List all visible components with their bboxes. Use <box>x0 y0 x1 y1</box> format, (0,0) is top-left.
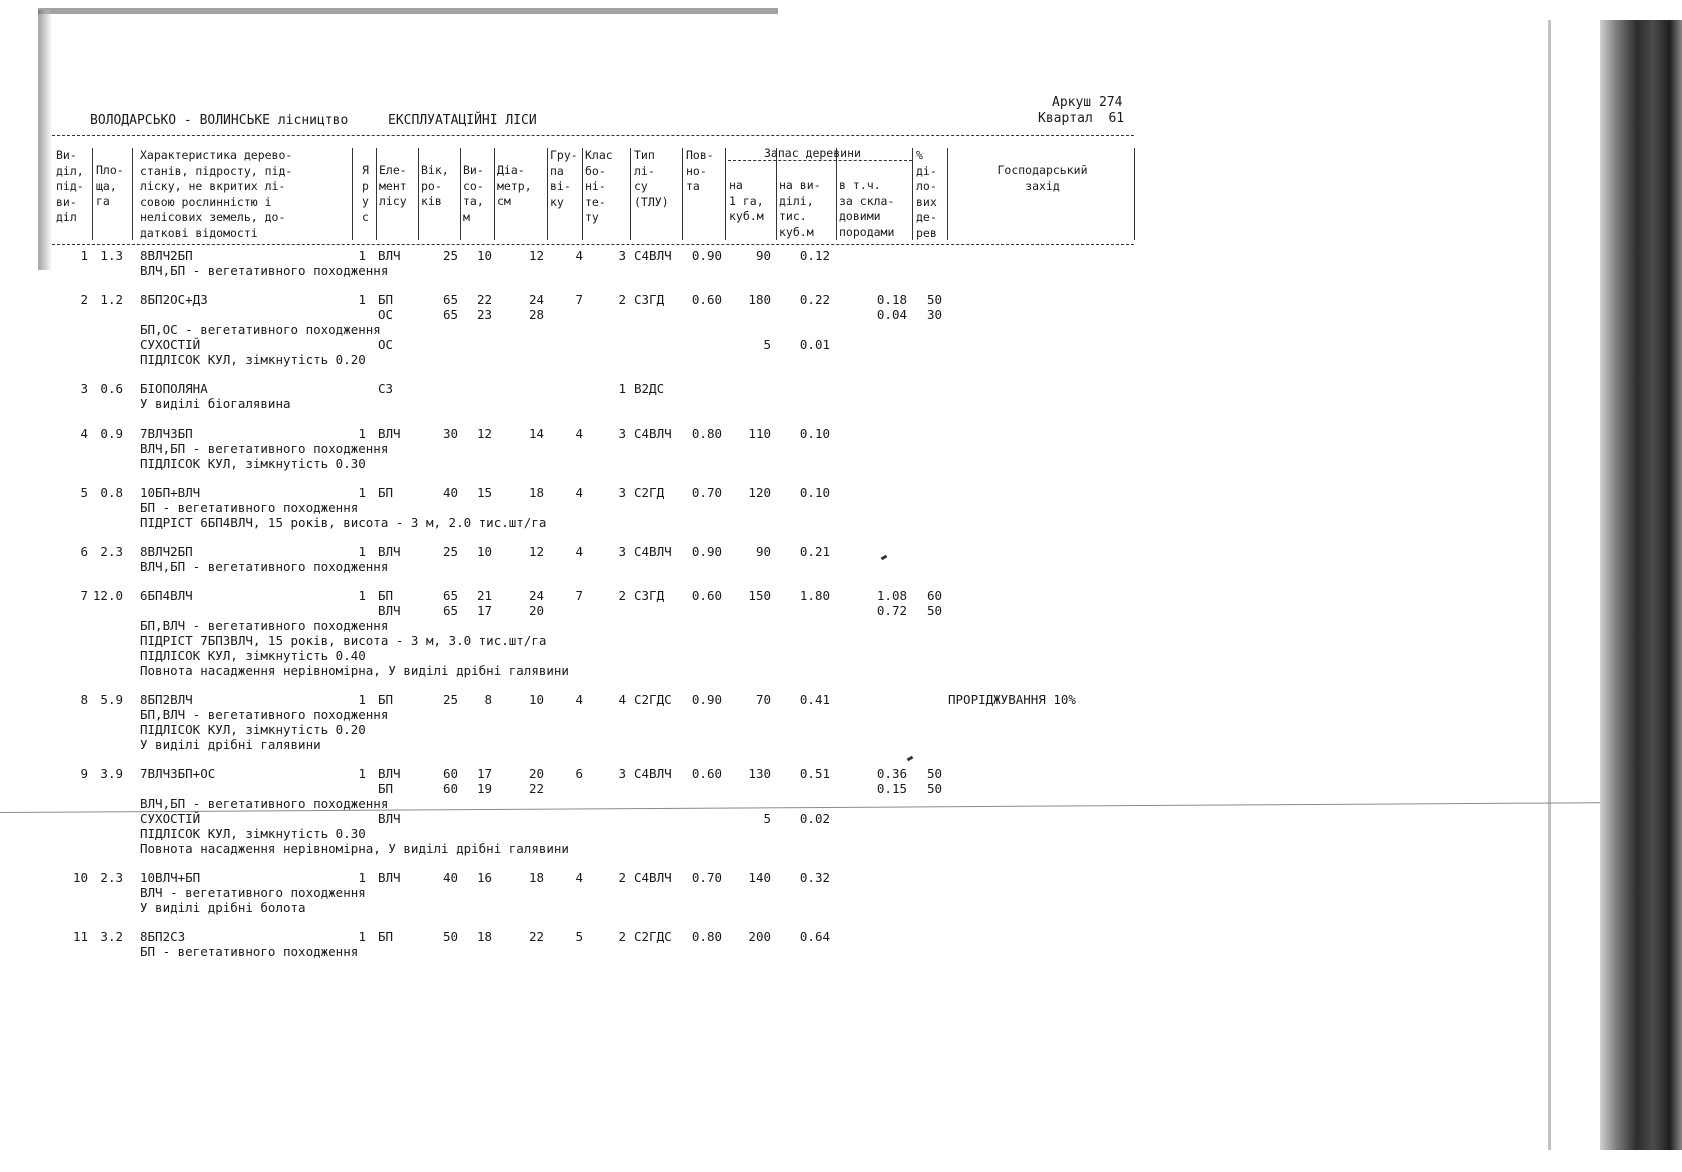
forest-element: ВЛЧ <box>378 766 401 781</box>
stock-per-ha: 90 <box>755 248 771 263</box>
col-divider <box>92 148 93 240</box>
age: 65 <box>442 307 458 322</box>
forest-element: ВЛЧ <box>378 544 401 559</box>
height: 12 <box>476 426 492 441</box>
layer: 1 <box>358 485 366 500</box>
record-note: СУХОСТІЙ <box>140 337 201 352</box>
age-group: 4 <box>575 485 583 500</box>
bonitet-class: 4 <box>618 692 626 707</box>
density: 0.70 <box>691 485 722 500</box>
stock-total: 0.64 <box>799 929 830 944</box>
timber-percent: 50 <box>926 603 942 618</box>
density: 0.90 <box>691 248 722 263</box>
diameter: 22 <box>528 781 544 796</box>
col-divider <box>494 148 495 240</box>
col-divider <box>352 148 353 240</box>
age-group: 4 <box>575 870 583 885</box>
bonitet-class: 3 <box>618 426 626 441</box>
height: 22 <box>476 292 492 307</box>
species-formula: 8ВЛЧ2БП <box>140 248 193 263</box>
height: 23 <box>476 307 492 322</box>
density: 0.80 <box>691 426 722 441</box>
diameter: 12 <box>528 248 544 263</box>
age: 40 <box>442 485 458 500</box>
plot-number: 5 <box>80 485 88 500</box>
stock-per-ha: 140 <box>748 870 771 885</box>
record-note: Повнота насадження нерівномірна, У виділі дрібні галявини <box>140 841 569 856</box>
stock-by-species: 0.36 <box>876 766 907 781</box>
record-note: ПІДРІСТ 6БП4ВЛЧ, 15 років, висота - 3 м, 2.0 тис.шт/га <box>140 515 547 530</box>
diameter: 12 <box>528 544 544 559</box>
age: 40 <box>442 870 458 885</box>
stock-per-ha: 90 <box>755 544 771 559</box>
plot-number: 2 <box>80 292 88 307</box>
quarter-number: Квартал 61 <box>1038 111 1125 126</box>
bonitet-class: 2 <box>618 588 626 603</box>
bonitet-class: 3 <box>618 485 626 500</box>
record-note: ПІДЛІСОК КУЛ, зімкнутість 0.30 <box>140 456 366 471</box>
col-divider <box>682 148 683 240</box>
plot-number: 6 <box>80 544 88 559</box>
stock-by-species: 0.15 <box>876 781 907 796</box>
col-divider <box>725 148 726 240</box>
stock-per-ha: 5 <box>763 811 771 826</box>
species-formula: 10ВЛЧ+БП <box>140 870 201 885</box>
density: 0.60 <box>691 588 722 603</box>
age: 25 <box>442 692 458 707</box>
height: 17 <box>476 603 492 618</box>
plot-area: 3.2 <box>100 929 123 944</box>
col-header-description: Характеристика дерево- станів, підросту, під- ліску, не вкритих лі- совою рослинністю і нелісових земель, до- даткові відомості <box>140 148 293 240</box>
col-header-density: Пов- но- та <box>686 148 714 193</box>
col-header-area: Пло- ща, га <box>96 163 124 208</box>
diameter: 24 <box>528 292 544 307</box>
forest-element: ВЛЧ <box>378 811 401 826</box>
col-header-age: Вік, ро- ків <box>421 163 449 208</box>
age: 25 <box>442 248 458 263</box>
forest-element: ОС <box>378 337 394 352</box>
pen-mark <box>881 555 888 561</box>
diameter: 24 <box>528 588 544 603</box>
forest-element: ВЛЧ <box>378 870 401 885</box>
species-formula: БІОПОЛЯНА <box>140 381 208 396</box>
record-note: ВЛЧ - вегетативного походження <box>140 885 366 900</box>
stock-total: 0.10 <box>799 426 830 441</box>
layer: 1 <box>358 588 366 603</box>
bonitet-class: 2 <box>618 929 626 944</box>
density: 0.60 <box>691 292 722 307</box>
plot-area: 0.6 <box>100 381 123 396</box>
density: 0.60 <box>691 766 722 781</box>
record-note: ПІДРІСТ 7БП3ВЛЧ, 15 років, висота - 3 м, 3.0 тис.шт/га <box>140 633 547 648</box>
col-divider <box>836 148 837 240</box>
age: 25 <box>442 544 458 559</box>
density: 0.90 <box>691 692 722 707</box>
age: 60 <box>442 766 458 781</box>
forest-element: ВЛЧ <box>378 426 401 441</box>
layer: 1 <box>358 544 366 559</box>
height: 10 <box>476 544 492 559</box>
record-note: У виділі біогалявина <box>140 396 291 411</box>
height: 19 <box>476 781 492 796</box>
stock-total: 0.01 <box>799 337 830 352</box>
forest-element: БП <box>378 692 394 707</box>
col-divider <box>460 148 461 240</box>
forest-element: БП <box>378 929 394 944</box>
species-formula: 10БП+ВЛЧ <box>140 485 201 500</box>
species-formula: 7ВЛЧ3БП+ОС <box>140 766 216 781</box>
record-note: У виділі дрібні галявини <box>140 737 321 752</box>
col-header-plot: Ви- діл, під- ви- діл <box>56 148 84 224</box>
sheet-number: Аркуш 274 <box>1052 95 1123 110</box>
forest-type: С2ГДС <box>634 692 672 707</box>
col-divider <box>547 148 548 240</box>
col-header-forest-type: Тип лі- су (ТЛУ) <box>634 148 669 209</box>
bonitet-class: 3 <box>618 544 626 559</box>
forest-element: ВЛЧ <box>378 603 401 618</box>
diameter: 18 <box>528 485 544 500</box>
plot-number: 3 <box>80 381 88 396</box>
species-formula: 7ВЛЧ3БП <box>140 426 193 441</box>
plot-area: 12.0 <box>92 588 123 603</box>
forest-type: С2ГД <box>634 485 665 500</box>
forest-element: БП <box>378 292 394 307</box>
record-note: ВЛЧ,БП - вегетативного походження <box>140 441 389 456</box>
record-note: ПІДЛІСОК КУЛ, зімкнутість 0.20 <box>140 352 366 367</box>
forest-type: С4ВЛЧ <box>634 766 672 781</box>
diameter: 18 <box>528 870 544 885</box>
col-divider <box>418 148 419 240</box>
age: 60 <box>442 781 458 796</box>
col-header-height: Ви- со- та, м <box>463 163 484 224</box>
col-header-bonitet: Клас бо- ні- те- ту <box>585 148 613 224</box>
height: 16 <box>476 870 492 885</box>
stock-by-species: 1.08 <box>876 588 907 603</box>
forest-element: БП <box>378 588 394 603</box>
forest-type: С4ВЛЧ <box>634 870 672 885</box>
stock-total: 0.41 <box>799 692 830 707</box>
stock-total: 0.10 <box>799 485 830 500</box>
col-header-stock-per-ha: на 1 га, куб.м <box>729 178 764 223</box>
plot-area: 1.2 <box>100 292 123 307</box>
forest-category-title: ЕКСПЛУАТАЦІЙНІ ЛІСИ <box>388 113 537 128</box>
table-header-bottom-rule <box>52 244 1134 245</box>
height: 21 <box>476 588 492 603</box>
col-header-timber-percent: % ді- ло- вих де- рев <box>916 148 937 240</box>
plot-number: 4 <box>80 426 88 441</box>
diameter: 28 <box>528 307 544 322</box>
timber-percent: 50 <box>926 292 942 307</box>
record-note: СУХОСТІЙ <box>140 811 201 826</box>
col-divider <box>132 148 133 240</box>
plot-area: 0.8 <box>100 485 123 500</box>
plot-number: 11 <box>72 929 88 944</box>
col-header-layer: Я р у с <box>362 163 369 224</box>
record-note: БП,ВЛЧ - вегетативного походження <box>140 618 389 633</box>
stock-total: 1.80 <box>799 588 830 603</box>
height: 18 <box>476 929 492 944</box>
stock-per-ha: 120 <box>748 485 771 500</box>
record-note: ПІДЛІСОК КУЛ, зімкнутість 0.40 <box>140 648 366 663</box>
scan-edge-line <box>1548 20 1551 1150</box>
species-formula: 8БП2ОС+ДЗ <box>140 292 208 307</box>
record-note: ВЛЧ,БП - вегетативного походження <box>140 796 389 811</box>
col-header-element: Еле- мент лісу <box>379 163 407 208</box>
scan-shadow-left <box>38 10 52 270</box>
layer: 1 <box>358 692 366 707</box>
stock-total: 0.32 <box>799 870 830 885</box>
forest-type: С2ГДС <box>634 929 672 944</box>
forest-type: С4ВЛЧ <box>634 426 672 441</box>
density: 0.70 <box>691 870 722 885</box>
col-divider <box>947 148 948 240</box>
record-note: ВЛЧ,БП - вегетативного походження <box>140 559 389 574</box>
height: 15 <box>476 485 492 500</box>
age-group: 7 <box>575 292 583 307</box>
bonitet-class: 3 <box>618 248 626 263</box>
forest-type: В2ДС <box>634 381 665 396</box>
layer: 1 <box>358 766 366 781</box>
stock-by-species: 0.72 <box>876 603 907 618</box>
col-header-stock-title: Запас деревини <box>764 146 861 160</box>
forest-element: СЗ <box>378 381 394 396</box>
stock-per-ha: 110 <box>748 426 771 441</box>
table-header-top-rule <box>52 135 1134 136</box>
record-note: БП - вегетативного походження <box>140 944 359 959</box>
col-header-measure: Господарський захід <box>997 163 1088 193</box>
timber-percent: 60 <box>926 588 942 603</box>
age: 30 <box>442 426 458 441</box>
forest-type: С4ВЛЧ <box>634 248 672 263</box>
plot-area: 2.3 <box>100 870 123 885</box>
density: 0.90 <box>691 544 722 559</box>
age: 65 <box>442 588 458 603</box>
layer: 1 <box>358 248 366 263</box>
col-divider <box>776 148 777 240</box>
scan-shadow-top <box>38 8 778 14</box>
stock-per-ha: 130 <box>748 766 771 781</box>
forest-element: БП <box>378 485 394 500</box>
age-group: 4 <box>575 544 583 559</box>
record-note: У виділі дрібні болота <box>140 900 306 915</box>
age-group: 4 <box>575 692 583 707</box>
stock-total: 0.21 <box>799 544 830 559</box>
stock-per-ha: 70 <box>755 692 771 707</box>
col-header-stock-by-species: в т.ч. за скла- довими породами <box>839 178 895 239</box>
species-formula: 8БП2СЗ <box>140 929 186 944</box>
stock-total: 0.12 <box>799 248 830 263</box>
diameter: 20 <box>528 766 544 781</box>
stock-total: 0.22 <box>799 292 830 307</box>
age: 50 <box>442 929 458 944</box>
stock-per-ha: 150 <box>748 588 771 603</box>
age-group: 6 <box>575 766 583 781</box>
plot-number: 9 <box>80 766 88 781</box>
stock-by-species: 0.04 <box>876 307 907 322</box>
forest-element: ВЛЧ <box>378 248 401 263</box>
bonitet-class: 2 <box>618 292 626 307</box>
timber-percent: 30 <box>926 307 942 322</box>
management-measure: ПРОРІДЖУВАННЯ 10% <box>948 692 1076 707</box>
forest-type: С4ВЛЧ <box>634 544 672 559</box>
density: 0.80 <box>691 929 722 944</box>
stock-per-ha: 200 <box>748 929 771 944</box>
plot-area: 1.3 <box>100 248 123 263</box>
stock-total: 0.51 <box>799 766 830 781</box>
layer: 1 <box>358 929 366 944</box>
bonitet-class: 1 <box>618 381 626 396</box>
plot-number: 1 <box>80 248 88 263</box>
record-note: БП,ВЛЧ - вегетативного походження <box>140 707 389 722</box>
bonitet-class: 2 <box>618 870 626 885</box>
col-header-diameter: Діа- метр, см <box>497 163 532 208</box>
col-divider <box>376 148 377 240</box>
record-note: БП,ОС - вегетативного походження <box>140 322 381 337</box>
scan-shadow-right <box>1600 20 1682 1150</box>
col-header-age-group: Гру- па ві- ку <box>550 148 578 209</box>
age-group: 4 <box>575 426 583 441</box>
forestry-title: ВОЛОДАРСЬКО - ВОЛИНСЬКЕ лісництво <box>90 113 349 128</box>
col-divider <box>1134 148 1135 240</box>
forest-element: ОС <box>378 307 394 322</box>
col-divider <box>630 148 631 240</box>
bonitet-class: 3 <box>618 766 626 781</box>
forest-element: БП <box>378 781 394 796</box>
age-group: 5 <box>575 929 583 944</box>
record-note: Повнота насадження нерівномірна, У виділі дрібні галявини <box>140 663 569 678</box>
col-divider <box>582 148 583 240</box>
stock-total: 0.02 <box>799 811 830 826</box>
species-formula: 8БП2ВЛЧ <box>140 692 193 707</box>
plot-number: 8 <box>80 692 88 707</box>
record-note: ПІДЛІСОК КУЛ, зімкнутість 0.30 <box>140 826 366 841</box>
record-note: ВЛЧ,БП - вегетативного походження <box>140 263 389 278</box>
height: 17 <box>476 766 492 781</box>
diameter: 14 <box>528 426 544 441</box>
col-divider <box>912 148 913 240</box>
layer: 1 <box>358 870 366 885</box>
plot-area: 0.9 <box>100 426 123 441</box>
pen-mark <box>907 756 914 762</box>
layer: 1 <box>358 426 366 441</box>
plot-area: 5.9 <box>100 692 123 707</box>
plot-area: 2.3 <box>100 544 123 559</box>
age: 65 <box>442 603 458 618</box>
timber-percent: 50 <box>926 781 942 796</box>
stock-by-species: 0.18 <box>876 292 907 307</box>
diameter: 10 <box>528 692 544 707</box>
species-formula: 6БП4ВЛЧ <box>140 588 193 603</box>
diameter: 20 <box>528 603 544 618</box>
height: 10 <box>476 248 492 263</box>
plot-number: 10 <box>72 870 88 885</box>
stock-per-ha: 180 <box>748 292 771 307</box>
species-formula: 8ВЛЧ2БП <box>140 544 193 559</box>
height: 8 <box>484 692 492 707</box>
timber-percent: 50 <box>926 766 942 781</box>
age-group: 7 <box>575 588 583 603</box>
forest-type: С3ГД <box>634 588 665 603</box>
col-header-stock-total: на ви- ділі, тис. куб.м <box>779 178 821 239</box>
plot-number: 7 <box>80 588 88 603</box>
age-group: 4 <box>575 248 583 263</box>
forest-type: С3ГД <box>634 292 665 307</box>
stock-per-ha: 5 <box>763 337 771 352</box>
diameter: 22 <box>528 929 544 944</box>
record-note: БП - вегетативного походження <box>140 500 359 515</box>
layer: 1 <box>358 292 366 307</box>
plot-area: 3.9 <box>100 766 123 781</box>
age: 65 <box>442 292 458 307</box>
record-note: ПІДЛІСОК КУЛ, зімкнутість 0.20 <box>140 722 366 737</box>
